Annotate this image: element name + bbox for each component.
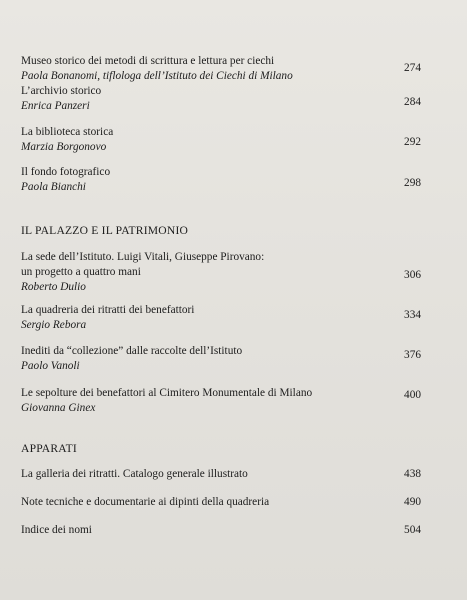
entry-author: Paola Bonanomi, tiflologa dell’Istituto dei Ciechi di Milano (21, 70, 293, 82)
entry-page-number: 438 (404, 468, 421, 480)
section-heading: APPARATI (21, 442, 77, 455)
entry-author: Paola Bianchi (21, 181, 86, 193)
entry-title: Il fondo fotografico (21, 166, 111, 178)
toc-entry (21, 523, 421, 538)
toc-entry (21, 250, 421, 295)
entry-title: La quadreria dei ritratti dei benefattori (21, 304, 195, 316)
entry-title: Indice dei nomi (21, 524, 92, 536)
entry-page-number: 400 (404, 389, 421, 401)
entry-title: Le sepolture dei benefattori al Cimitero Monumentale di Milano (21, 387, 313, 399)
toc-entry (21, 165, 421, 195)
entry-page-number: 376 (404, 349, 421, 361)
toc-entry (21, 54, 421, 84)
toc-entry (21, 386, 421, 416)
entry-author: Paolo Vanoli (21, 360, 80, 372)
entry-author: Sergio Rebora (21, 319, 87, 331)
entry-title: Inediti da “collezione” dalle raccolte dell’Istituto (21, 345, 243, 357)
toc-entry (21, 125, 421, 155)
entry-page-number: 292 (404, 136, 421, 148)
section-heading: IL PALAZZO E IL PATRIMONIO (21, 224, 189, 237)
entry-page-number: 274 (404, 62, 421, 74)
toc-entry (21, 303, 421, 333)
entry-author: Marzia Borgonovo (21, 141, 107, 153)
entry-title: La biblioteca storica (21, 126, 114, 138)
toc-entry (21, 495, 421, 510)
toc-entry (21, 344, 421, 374)
entry-title-continued: un progetto a quattro mani (21, 266, 141, 278)
entry-author: Enrica Panzeri (21, 100, 90, 112)
entry-page-number: 298 (404, 177, 421, 189)
toc-entry (21, 84, 421, 114)
entry-title: La sede dell’Istituto. Luigi Vitali, Giuseppe Pirovano: (21, 251, 265, 263)
entry-title: Museo storico dei metodi di scrittura e lettura per ciechi (21, 55, 275, 67)
entry-author: Roberto Dulio (21, 281, 86, 293)
toc-entry (21, 467, 421, 482)
entry-page-number: 284 (404, 96, 421, 108)
entry-page-number: 504 (404, 524, 421, 536)
entry-title: Note tecniche e documentarie ai dipinti della quadreria (21, 496, 270, 508)
entry-page-number: 490 (404, 496, 421, 508)
entry-page-number: 334 (404, 309, 421, 321)
entry-title: L’archivio storico (21, 85, 102, 97)
entry-title: La galleria dei ritratti. Catalogo generale illustrato (21, 468, 248, 480)
entry-author: Giovanna Ginex (21, 402, 96, 414)
entry-page-number: 306 (404, 269, 421, 281)
